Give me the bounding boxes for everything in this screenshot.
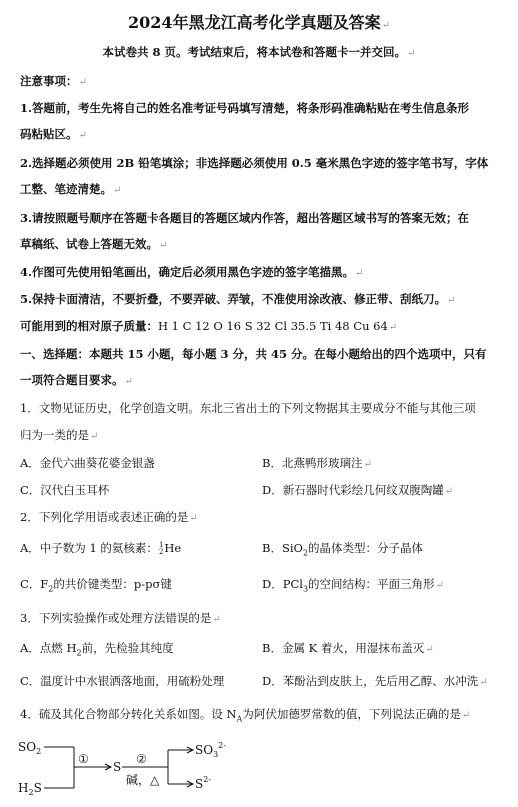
q1-option-c: C．汉代白玉耳杯	[20, 483, 110, 497]
note-line: 5.保持卡面清洁，不要折叠，不要弄破、弄皱，不准使用涂改液、修正带、刮纸刀。↵	[20, 292, 456, 306]
q2-option-b: B．SiO$_2$的晶体类型：分子晶体	[262, 541, 424, 558]
note-line: 4.作图可先使用铅笔画出，确定后必须用黑色字迹的签字笔描黑。↵	[20, 265, 364, 279]
q1-option-b: B．北燕鸭形玻璃注↵	[262, 456, 372, 470]
q3-stem: 3．下列实验操作或处理方法错误的是↵	[20, 611, 221, 625]
page-title: 2024年黑龙江高考化学真题及答案↵	[128, 13, 390, 32]
q3-option-a: A．点燃 $H_2$前，先检验其纯度	[20, 641, 174, 658]
step-1-label: ①	[78, 752, 89, 766]
note-line: 码粘贴区。↵	[20, 127, 87, 141]
exam-instructions-subtitle: 本试卷共 8 页。考试结束后，将本试卷和答题卡一并交回。↵	[102, 45, 416, 59]
q3-option-b: B．金属 K 着火，用湿抹布盖灭↵	[262, 641, 434, 655]
note-line: 工整、笔迹清楚。↵	[20, 182, 122, 196]
q2-option-a: A．中子数为 1 的氦核素：1 2He	[20, 541, 182, 556]
section-heading-cont: 一项符合题目要求。↵	[20, 373, 133, 387]
note-line: 3.请按照题号顺序在答题卡各题目的答题区域内作答，超出答题区域书写的答案无效；在	[20, 211, 470, 225]
note-line: 草稿纸、试卷上答题无效。↵	[20, 237, 168, 251]
sulfur-label: S	[113, 760, 122, 774]
q2-option-c: C．$F_2$的共价键类型：p-pσ键	[20, 577, 172, 594]
q1-stem: 1．文物见证历史，化学创造文明。东北三省出土的下列文物据其主要成分不能与其他三项	[20, 401, 476, 415]
section-heading: 一、选择题：本题共 15 小题，每小题 3 分，共 45 分。在每小题给出的四个选项中，只有	[20, 347, 487, 361]
sulfite-label: $SO_3^{2-}$	[195, 741, 226, 759]
q1-option-d: D．新石器时代彩绘几何纹双腹陶罐↵	[262, 483, 454, 497]
sulfur-conversion-diagram	[18, 734, 248, 804]
so2-label: $SO_2$	[18, 740, 42, 756]
q3-option-c: C．温度计中水银洒落地面，用硫粉处理	[20, 674, 225, 688]
q2-option-d: D．PCl$_3$的空间结构：平面三角形↵	[262, 577, 444, 594]
q3-option-d: D．苯酚沾到皮肤上，先后用乙醇、水冲洗↵	[262, 674, 488, 688]
note-line: 1.答题前，考生先将自己的姓名准考证号码填写清楚，将条形码准确粘贴在考生信息条形	[20, 101, 470, 115]
sulfide-label: $S^{2-}$	[195, 775, 212, 791]
q4-stem: 4．硫及其化合物部分转化关系如图。设 $N_A$为阿伏加德罗常数的值，下列说法正确的是↵	[20, 707, 471, 724]
h2s-label: $H_2S$	[18, 781, 42, 797]
q1-option-a: A．金代六曲葵花婆金银盏	[20, 456, 155, 470]
step-2-label: ②	[136, 752, 147, 766]
condition-label: 碱，△	[126, 773, 160, 787]
q2-stem: 2．下列化学用语或表述正确的是↵	[20, 510, 198, 524]
note-line: 2.选择题必须使用 2B 铅笔填涂；非选择题必须使用 0.5 毫米黑色字迹的签字笔书写，字体	[20, 156, 489, 170]
q1-stem-cont: 归为一类的是↵	[20, 428, 99, 442]
notes-heading: 注意事项：↵	[20, 74, 87, 88]
atomic-masses: 可能用到的相对原子质量：H 1 C 12 O 16 S 32 Cl 35.5 Ti 48 Cu 64↵	[20, 319, 398, 333]
